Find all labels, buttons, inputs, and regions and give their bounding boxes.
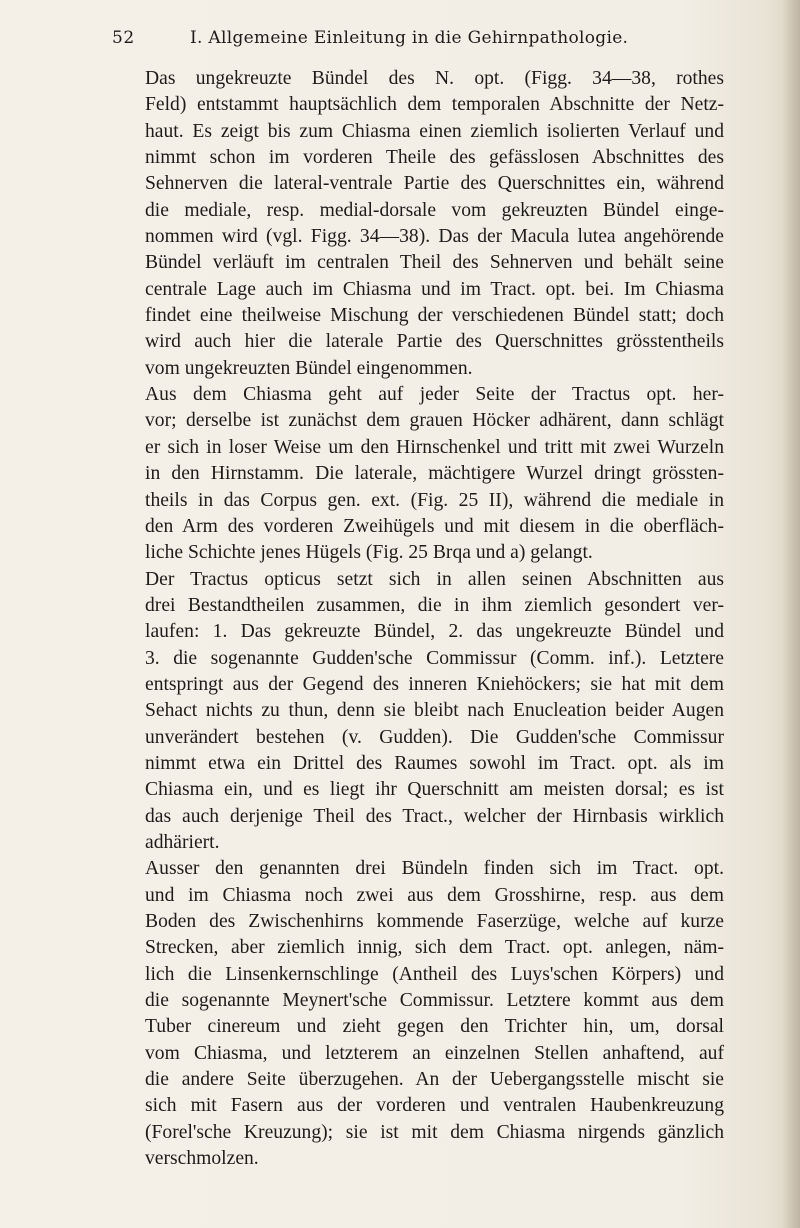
paragraph-tractus-components (112, 567, 724, 857)
text-line: Aus dem Chiasma geht auf jeder Seite der Tractus opt. her- (145, 384, 724, 406)
page-edge-shadow (782, 0, 800, 1228)
paragraph-uncrossed-bundle (112, 66, 724, 382)
text-line: laufen: 1. Das gekreuzte Bündel, 2. das ungekreuzte Bündel und (145, 621, 724, 643)
text-line: sich mit Fasern aus der vorderen und ventralen Haubenkreuzung (145, 1095, 724, 1117)
text-line: die andere Seite überzugehen. An der Uebergangsstelle mischt sie (145, 1069, 724, 1091)
text-line: unverändert bestehen (v. Gudden). Die Gudden'sche Commissur (145, 726, 724, 748)
text-line: haut. Es zeigt bis zum Chiasma einen ziemlich isolierten Verlauf und (145, 120, 724, 142)
text-line: vom ungekreuzten Bündel eingenommen. (145, 357, 473, 379)
text-line: 3. die sogenannte Gudden'sche Commissur (Comm. inf.). Letztere (145, 647, 724, 669)
text-line: Sehnerven die lateral-ventrale Partie des Querschnittes ein, während (145, 173, 724, 195)
text-line: (Forel'sche Kreuzung); sie ist mit dem Chiasma nirgends gänzlich (145, 1121, 724, 1143)
text-line: und im Chiasma noch zwei aus dem Grosshirne, resp. aus dem (145, 884, 724, 906)
text-line: er sich in loser Weise um den Hirnschenkel und tritt mit zwei Wurzeln (145, 436, 724, 458)
running-title: I. Allgemeine Einleitung in die Gehirnpathologie. (190, 28, 629, 48)
text-line: theils in das Corpus gen. ext. (Fig. 25 II), während die mediale in (145, 489, 724, 511)
paragraph-tractus-origin (112, 382, 724, 566)
body-text (112, 66, 724, 1172)
text-line: centrale Lage auch im Chiasma und im Tract. opt. bei. Im Chiasma (145, 278, 724, 300)
text-line: adhäriert. (145, 831, 220, 853)
page-header (112, 28, 732, 52)
text-line: Ausser den genannten drei Bündeln finden sich im Tract. opt. (145, 858, 724, 880)
text-line: Sehact nichts zu thun, denn sie bleibt nach Enucleation beider Augen (145, 700, 724, 722)
text-line: den Arm des vorderen Zweihügels und mit diesem in die oberfläch- (145, 515, 724, 537)
text-line: Bündel verläuft im centralen Theil des Sehnerven und behält seine (145, 252, 724, 274)
text-line: Der Tractus opticus setzt sich in allen seinen Abschnitten aus (145, 568, 724, 590)
text-line: drei Bestandtheilen zusammen, die in ihm ziemlich gesondert ver- (145, 594, 724, 616)
text-line: Chiasma ein, und es liegt ihr Querschnitt am meisten dorsal; es ist (145, 779, 724, 801)
text-line: nimmt etwa ein Drittel des Raumes sowohl im Tract. opt. als im (145, 752, 724, 774)
text-line: nommen wird (vgl. Figg. 34—38). Das der Macula lutea angehörende (145, 226, 724, 248)
text-line: wird auch hier die laterale Partie des Querschnittes grösstentheils (145, 331, 724, 353)
text-line: findet eine theilweise Mischung der verschiedenen Bündel statt; doch (145, 305, 724, 327)
text-line: in den Hirnstamm. Die laterale, mächtigere Wurzel dringt grössten- (145, 463, 724, 485)
text-line: vom Chiasma, und letzterem an einzelnen Stellen anhaftend, auf (145, 1042, 724, 1064)
page-number: 52 (112, 28, 135, 48)
text-line: nimmt schon im vorderen Theile des gefässlosen Abschnittes des (145, 147, 724, 169)
text-line: Feld) entstammt hauptsächlich dem temporalen Abschnitte der Netz- (145, 94, 724, 116)
text-line: entspringt aus der Gegend des inneren Kniehöckers; sie hat mit dem (145, 673, 724, 695)
text-line: die mediale, resp. medial-dorsale vom gekreuzten Bündel einge- (145, 199, 724, 221)
text-line: verschmolzen. (145, 1148, 259, 1170)
text-line: das auch derjenige Theil des Tract., welcher der Hirnbasis wirklich (145, 805, 724, 827)
text-line: liche Schichte jenes Hügels (Fig. 25 Brqa und a) gelangt. (145, 542, 593, 564)
text-line: Boden des Zwischenhirns kommende Faserzüge, welche auf kurze (145, 911, 724, 932)
paragraph-additional-fibres (112, 856, 724, 1172)
text-line: Tuber cinereum und zieht gegen den Trichter hin, um, dorsal (145, 1016, 724, 1038)
text-line: die sogenannte Meynert'sche Commissur. Letztere kommt aus dem (145, 990, 724, 1012)
text-line: Das ungekreuzte Bündel des N. opt. (Figg. 34—38, rothes (145, 68, 724, 89)
text-line: Strecken, aber ziemlich innig, sich dem Tract. opt. anlegen, näm- (145, 937, 724, 959)
text-line: vor; derselbe ist zunächst dem grauen Höcker adhärent, dann schlägt (145, 410, 724, 432)
text-line: lich die Linsenkernschlinge (Antheil des Luys'schen Körpers) und (145, 963, 724, 985)
